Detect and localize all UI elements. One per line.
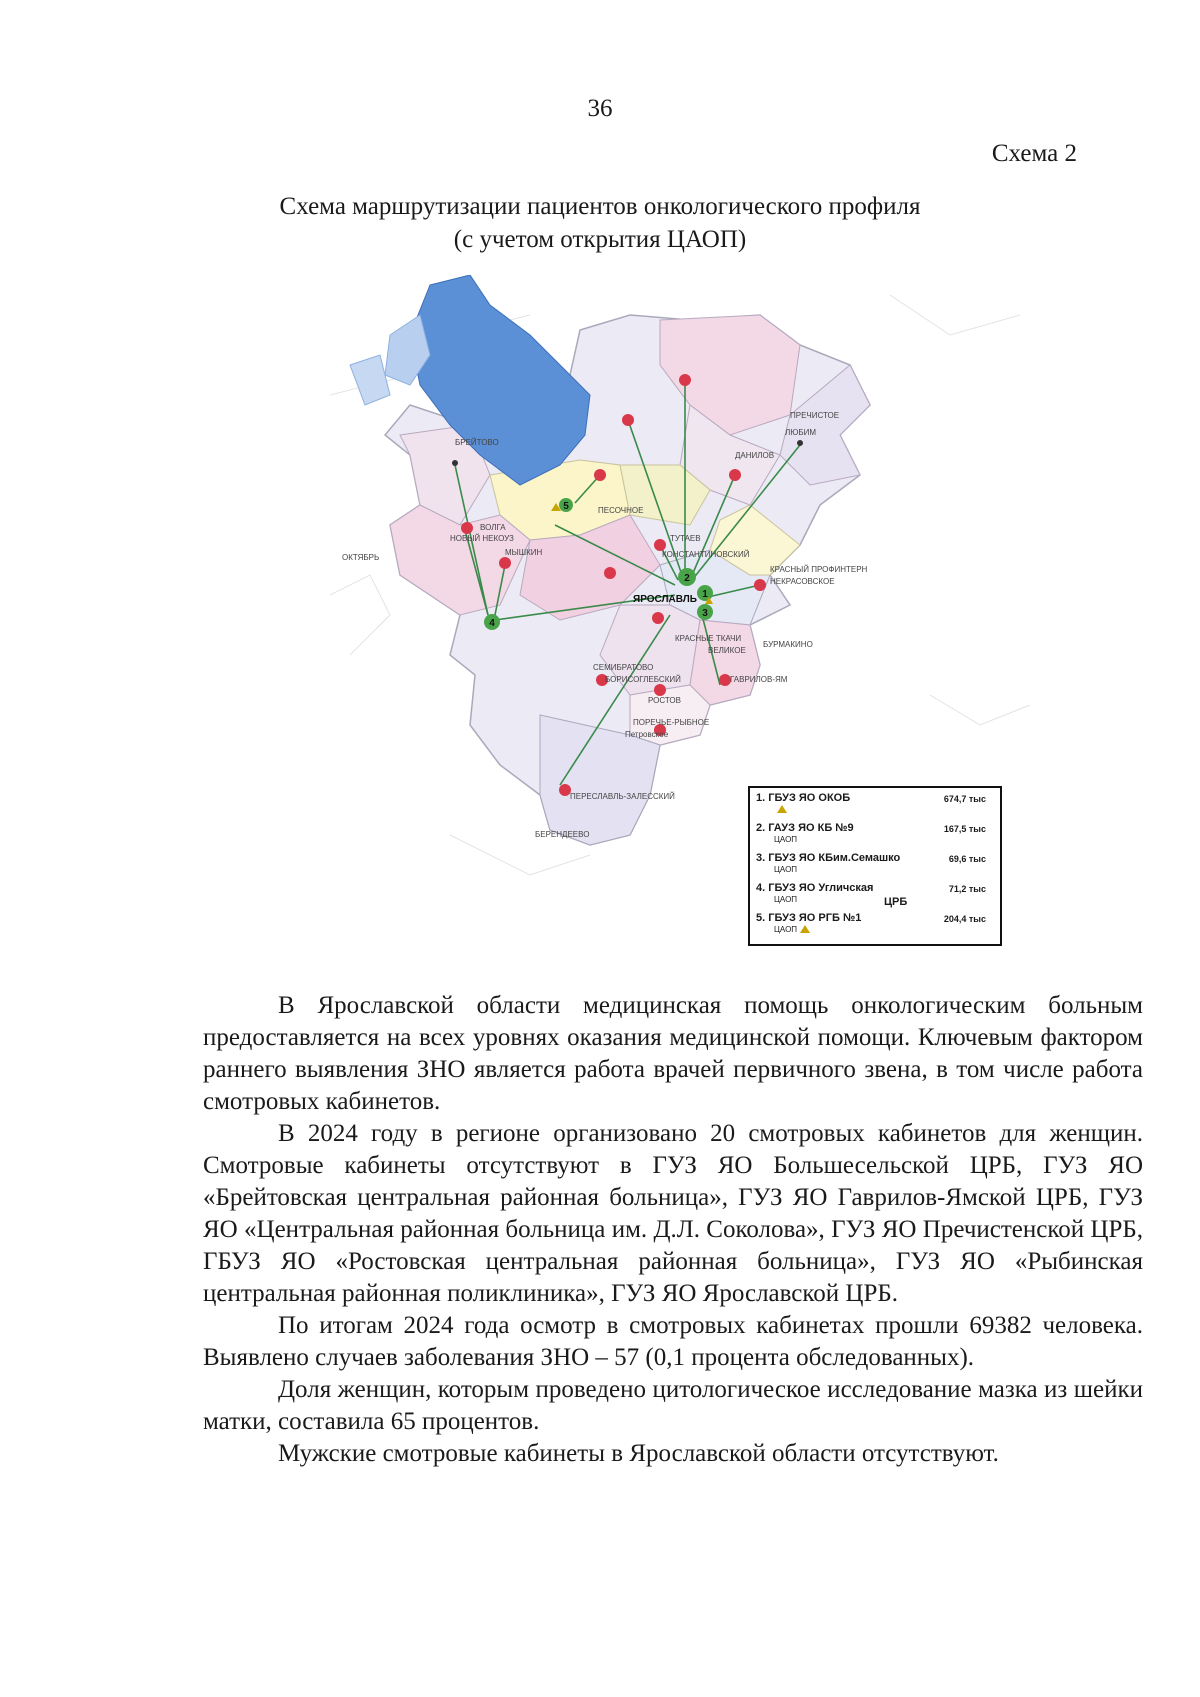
map-label: СЕМИБРАТОВО: [593, 663, 654, 672]
map-label: ПОРЕЧЬЕ-РЫБНОЕ: [633, 718, 710, 727]
legend-item-sub: ЦАОП: [774, 835, 798, 844]
paragraph: В 2024 году в регионе организовано 20 смотровых кабинетов для женщин. Смотровые кабинеты отсутствуют в ГУЗ ЯО Большесельской ЦРБ, ГУЗ ЯО «Брейтовская центральная районная больница», ГУЗ ЯО Гаврилов-Ямской ЦРБ, ГУЗ ЯО «Центральная районная больница им. Д.Л. Соколова», ГУЗ ЯО Пречистенской ЦРБ, ГБУЗ ЯО «Ростовская центральная районная больница», ГУЗ ЯО «Рыбинская центральная районная поликлиника», ГУЗ ЯО Ярославской ЦРБ.: [203, 1120, 1143, 1307]
map-label: КРАСНЫЙ ПРОФИНТЕРН: [770, 565, 868, 574]
legend-item-sub2: ЦРБ: [884, 896, 908, 908]
legend-item-name: 4. ГБУЗ ЯО Угличская: [756, 882, 874, 894]
warning-triangle-icon: [800, 925, 810, 933]
map-label: ПЕРЕСЛАВЛЬ-ЗАЛЕССКИЙ: [570, 792, 675, 801]
map-label: ОКТЯБРЬ: [342, 553, 380, 562]
map-label: ЛЮБИМ: [785, 428, 816, 437]
map-label: БЕРЕНДЕЕВО: [535, 830, 590, 839]
legend-item-sub: ЦАОП: [774, 895, 798, 904]
legend-item-value: 204,4 тыс: [943, 914, 986, 924]
center-marker-1: 1: [702, 589, 708, 600]
scheme-label: Схема 2: [991, 140, 1077, 167]
scheme-title-line-1: Схема маршрутизации пациентов онкологического профиля: [279, 193, 921, 220]
legend-item: [756, 912, 994, 942]
legend-item-value: 167,5 тыс: [943, 824, 986, 834]
map-label: РОСТОВ: [648, 696, 681, 705]
map-label: КРАСНЫЕ ТКАЧИ: [675, 634, 742, 643]
map-label: ЯРОСЛАВЛЬ: [633, 594, 697, 605]
legend-item-name: 3. ГБУЗ ЯО КБим.Семашко: [756, 852, 901, 864]
legend-item-value: 71,2 тыс: [948, 884, 986, 894]
scheme-title: [0, 190, 1200, 256]
paragraph: Доля женщин, которым проведено цитологическое исследование мазка из шейки матки, составила 65 процентов.: [203, 1376, 1143, 1435]
map-label: НОВЫЙ НЕКОУЗ: [450, 534, 514, 543]
paragraph: Мужские смотровые кабинеты в Ярославской области отсутствуют.: [278, 1440, 999, 1467]
legend-item-value: 69,6 тыс: [948, 854, 986, 864]
map-label: БРЕЙТОВО: [455, 438, 499, 447]
center-marker-2: 2: [684, 573, 690, 584]
legend-item-sub: [774, 805, 787, 814]
map-label: ГАВРИЛОВ-ЯМ: [730, 675, 788, 684]
map-label: КОНСТАНТИНОВСКИЙ: [662, 550, 750, 559]
map-label: ВОЛГА: [480, 523, 506, 532]
legend-item-name: 2. ГАУЗ ЯО КБ №9: [756, 822, 854, 834]
paragraph: По итогам 2024 года осмотр в смотровых кабинетах прошли 69382 человека. Выявлено случаев заболевания ЗНО – 57 (0,1 процента обследованных).: [203, 1312, 1143, 1371]
warning-triangle-icon: [777, 805, 787, 813]
map-label: Петровское: [625, 730, 669, 739]
map-label: ПРЕЧИСТОЕ: [790, 411, 840, 420]
legend-item-sub-text: ЦАОП: [774, 925, 798, 934]
legend-item: [756, 792, 994, 822]
map-label: ВЕЛИКОЕ: [708, 646, 746, 655]
map-legend: [748, 786, 1002, 946]
legend-item-value: 674,7 тыс: [943, 794, 986, 804]
legend-item: [756, 822, 994, 852]
map-label: МЫШКИН: [505, 548, 543, 557]
map-label: БУРМАКИНО: [763, 640, 813, 649]
legend-item-name: 5. ГБУЗ ЯО РГБ №1: [756, 912, 862, 924]
legend-item: [756, 882, 994, 912]
legend-item: [756, 852, 994, 882]
center-marker-3: 3: [702, 608, 708, 619]
map-label: ТУТАЕВ: [670, 534, 701, 543]
center-marker-5: 5: [563, 501, 569, 512]
center-marker-4: 4: [489, 618, 495, 629]
body-text: [203, 990, 1143, 1470]
scheme-title-line-2: (с учетом открытия ЦАОП): [453, 226, 747, 253]
map-label: НЕКРАСОВСКОЕ: [770, 577, 835, 586]
map-label: ДАНИЛОВ: [735, 451, 775, 460]
page-number: 36: [587, 95, 613, 122]
legend-item-name: 1. ГБУЗ ЯО ОКОБ: [756, 792, 851, 804]
map-label: БОРИСОГЛЕБСКИЙ: [605, 675, 681, 684]
paragraph: В Ярославской области медицинская помощь онкологическим больным предоставляется на всех уровнях оказания медицинской помощи. Ключевым фактором раннего выявления ЗНО является работа врачей первичного звена, в том числе работа смотровых кабинетов.: [203, 992, 1143, 1115]
map-label: ПЕСОЧНОЕ: [598, 506, 644, 515]
legend-item-sub: [774, 925, 810, 934]
legend-item-sub: ЦАОП: [774, 865, 798, 874]
